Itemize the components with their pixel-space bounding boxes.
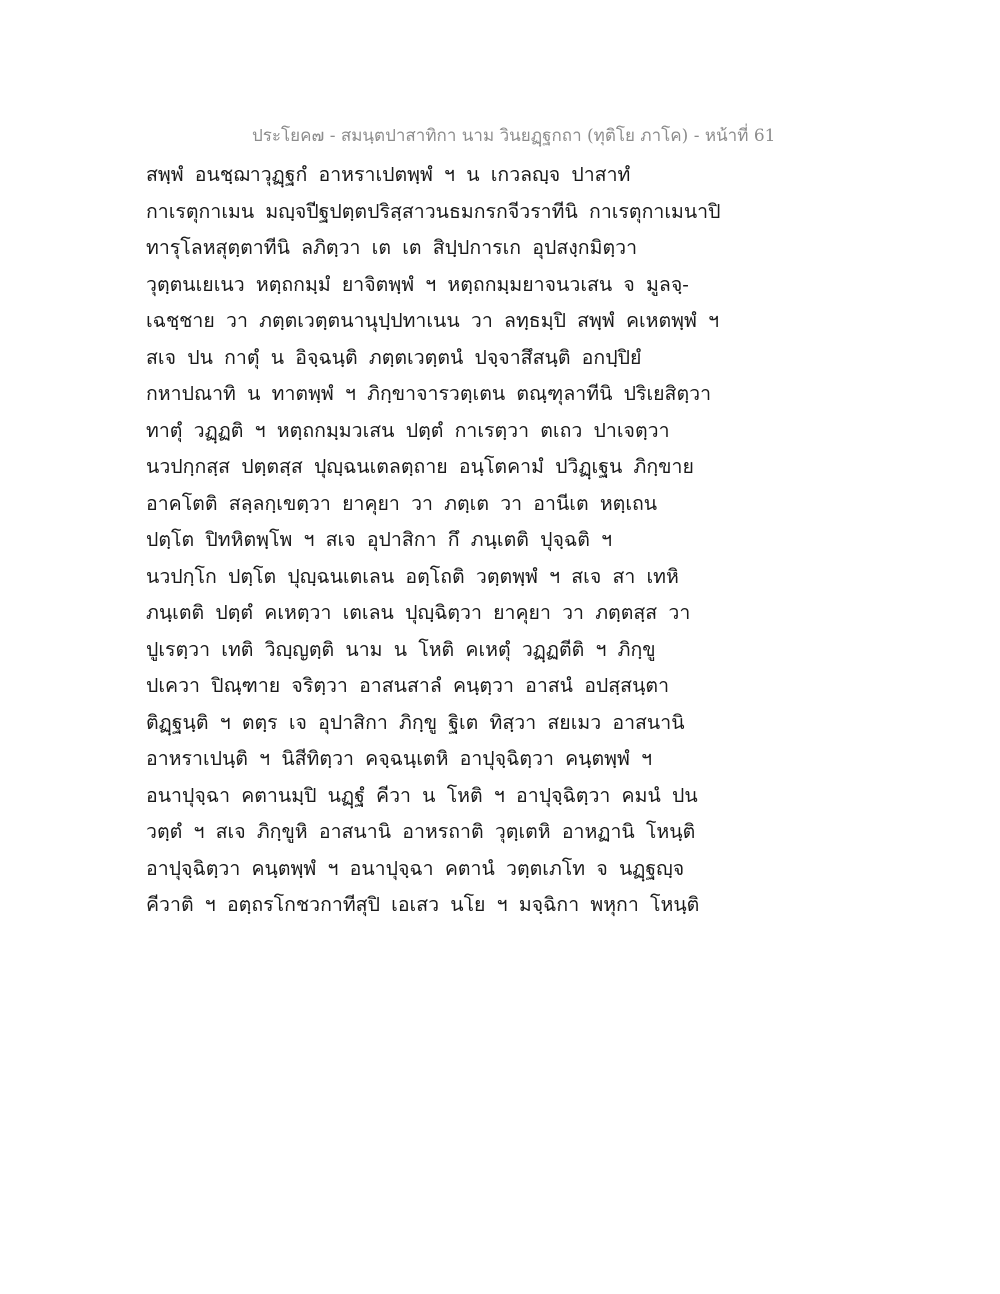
text-line: ติฏฺฐนฺติ ฯ ตตฺร เจ อุปาสิกา ภิกฺขู ฐิเต ทิสฺวา สยเมว อาสนานิ	[146, 710, 685, 734]
text-line: นวปกฺโก ปตฺโต ปุญฺฉนเตเลน อตฺโถติ วตฺตพฺพํ ฯ สเจ สา เทหิ	[146, 564, 679, 588]
body-text	[146, 160, 906, 927]
text-line: กหาปณาทิ น ทาตพฺพํ ฯ ภิกฺขาจารวตฺเตน ตณฺฑุลาทีนิ ปริเยสิตฺวา	[146, 382, 712, 405]
text-line: ทารุโลหสุตฺตาทีนิ ลภิตฺวา เต เต สิปฺปการเก อุปสงฺกมิตฺวา	[146, 236, 638, 259]
text-line: อาปุจฺฉิตฺวา คนฺตพฺพํ ฯ อนาปุจฺฉา คตานํ วตฺตเภโท จ นฏฺฐญฺจ	[146, 856, 685, 880]
text-line: อาคโตติ สลฺลกฺเขตฺวา ยาคุยา วา ภตฺเต วา อานีเต หตฺเถน	[146, 491, 658, 515]
text-line: ปเควา ปิณฺฑาย จริตฺวา อาสนสาลํ คนฺตฺวา อาสนํ อปสฺสนฺตา	[146, 674, 670, 697]
text-line: สเจ ปน กาตุํ น อิจฺฉนฺติ ภตฺตเวตฺตนํ ปจฺจาสึสนฺติ อกปฺปิยํ	[146, 345, 642, 369]
text-line: สพฺพํ อนชฺฌาวุฏฺฐกํ อาหราเปตพฺพํ ฯ น เกวลญฺจ ปาสาทํ	[146, 163, 631, 186]
text-line: กาเรตุกาเมน มญฺจปีฐปตฺตปริสฺสาวนธมกรกจีวราทีนิ กาเรตุกาเมนาปิ	[146, 199, 721, 223]
text-line: อนาปุจฺฉา คตานมฺปิ นฏฺฐํ คีวา น โหติ ฯ อาปุจฺฉิตฺวา คมนํ ปน	[146, 783, 698, 807]
text-line: ทาตุํ วฏฺฏติ ฯ หตฺถกมฺมวเสน ปตฺตํ กาเรตฺวา ตเถว ปาเจตฺวา	[146, 418, 670, 442]
text-line: ปตฺโต ปิทหิตพฺโพ ฯ สเจ อุปาสิกา กึ ภนฺเตติ ปุจฺฉติ ฯ	[146, 528, 613, 551]
text-line: นวปกฺกสฺส ปตฺตสฺส ปุญฺฉนเตลตฺถาย อนฺโตคามํ ปวิฏฺเฐน ภิกฺขาย	[146, 455, 694, 478]
text-line: คีวาติ ฯ อตฺถรโกชวกาทีสุปิ เอเสว นโย ฯ มจฺฉิกา พหุกา โหนฺติ	[146, 893, 700, 916]
text-line: วตฺตํ ฯ สเจ ภิกฺขูหิ อาสนานิ อาหรถาติ วุตฺเตหิ อาหฏานิ โหนฺติ	[146, 820, 696, 843]
text-line: เฉชฺชาย วา ภตฺตเวตฺตนานุปฺปทาเนน วา ลทฺธมฺปิ สพฺพํ คเหตพฺพํ ฯ	[146, 309, 720, 332]
text-line: วุตฺตนเยเนว หตฺถกมฺมํ ยาจิตพฺพํ ฯ หตฺถกมฺมยาจนวเสน จ มูลจฺ-	[146, 272, 689, 296]
text-line: ภนฺเตติ ปตฺตํ คเหตฺวา เตเลน ปุญฺฉิตฺวา ยาคุยา วา ภตฺตสฺส วา	[146, 601, 691, 624]
page-header: ประโยค๗ - สมนฺตปาสาทิกา นาม วินยฏฺฐกถา (ทุติโย ภาโค) - หน้าที่ 61	[252, 126, 776, 146]
text-line: อาหราเปนฺติ ฯ นิสีทิตฺวา คจฺฉนฺเตหิ อาปุจฺฉิตฺวา คนฺตพฺพํ ฯ	[146, 747, 653, 770]
text-line: ปูเรตฺวา เทติ วิญฺญตฺติ นาม น โหติ คเหตุํ วฏฺฏตีติ ฯ ภิกฺขู	[146, 637, 656, 661]
